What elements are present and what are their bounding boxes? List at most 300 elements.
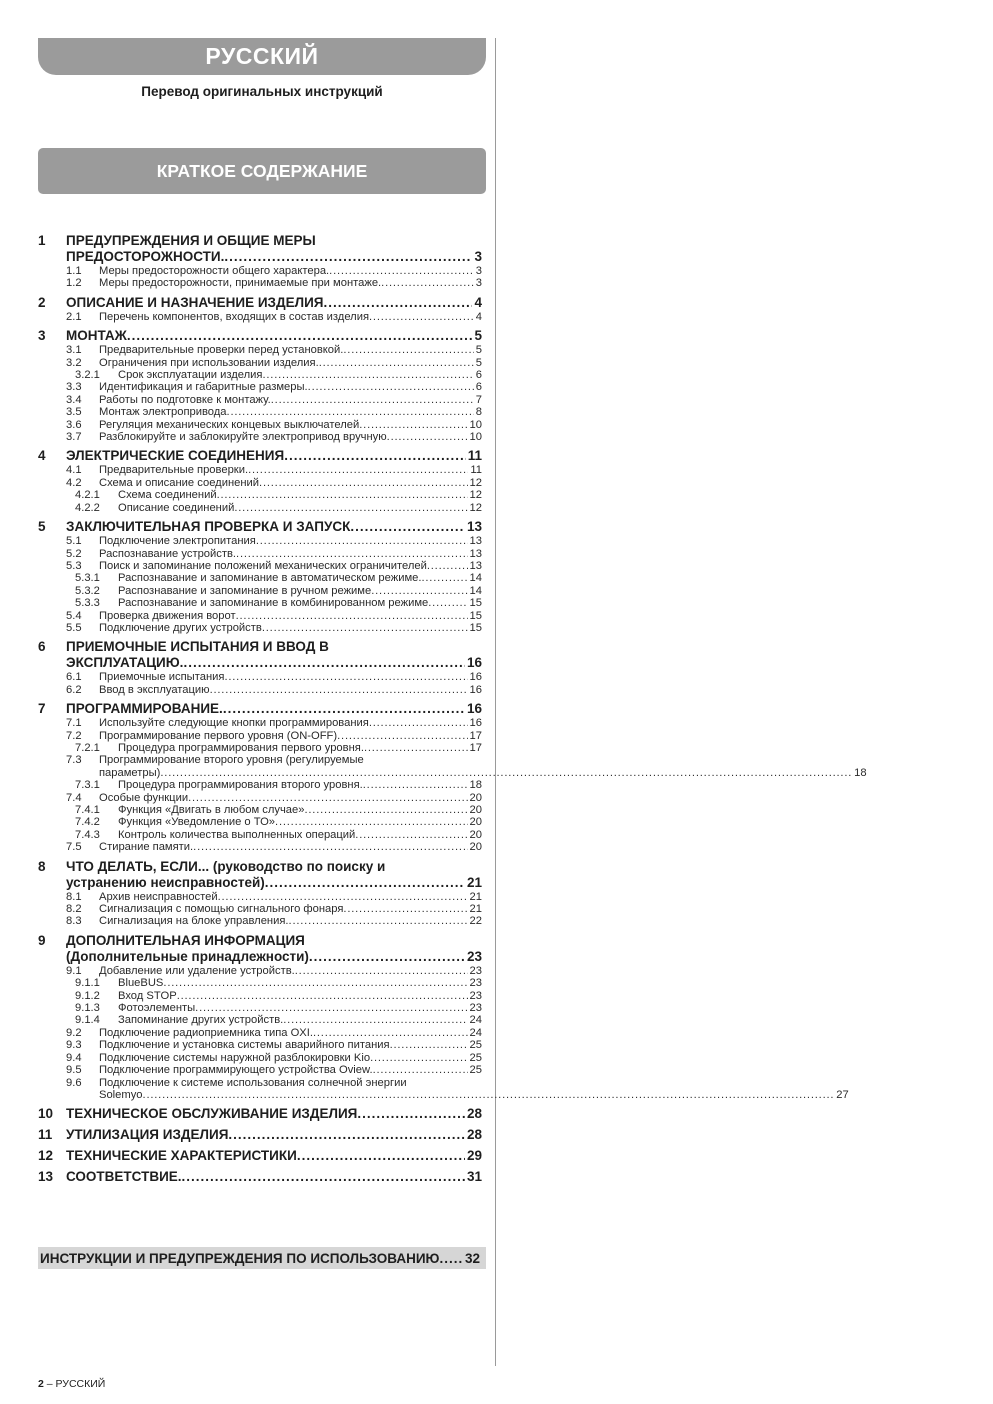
subsection-number: 4.1 (66, 464, 82, 477)
subsection-entry[interactable] (66, 792, 482, 804)
section-page: 16 (466, 701, 482, 717)
dot-leader (337, 730, 467, 742)
subsection-number: 7.2.1 (75, 741, 100, 754)
section-title[interactable] (66, 655, 482, 671)
subsection-title: Работы по подготовке к монтажу. (99, 393, 271, 406)
dot-leader (234, 502, 467, 514)
toc-section (38, 639, 482, 696)
dot-leader (359, 419, 467, 431)
subsection-number: 9.1.2 (75, 989, 100, 1002)
section-number: 12 (38, 1148, 54, 1164)
dot-leader (319, 357, 474, 369)
subsection-number: 3.6 (66, 418, 82, 431)
subsection-number: 3.2 (66, 356, 82, 369)
subsection-number: 5.4 (66, 609, 82, 622)
subsection-entry[interactable] (66, 419, 482, 431)
subsection-entry[interactable] (66, 903, 482, 915)
subsection-number: 9.1.1 (75, 977, 100, 990)
instructions-page: 32 (464, 1250, 480, 1266)
subsection-title: Процедура программирования второго уровня. (118, 779, 363, 792)
subsection-page: 21 (469, 890, 482, 903)
subsection-entry[interactable] (66, 1076, 849, 1102)
section-number: 11 (38, 1127, 53, 1143)
dot-leader (370, 1052, 467, 1064)
subsection-page: 20 (469, 828, 482, 841)
subsection-entry[interactable] (66, 394, 482, 406)
subsection-title: Описание соединений (118, 501, 235, 514)
dot-leader (355, 829, 467, 841)
subsection-title: Распознавание устройств. (99, 547, 237, 560)
subsection-entry[interactable] (75, 779, 482, 791)
subsection-entry[interactable] (66, 684, 482, 696)
subsection-title-block (99, 1077, 849, 1102)
subsection-page: 6 (475, 369, 482, 382)
dot-leader (390, 1039, 468, 1051)
subsection-title: Особые функции (99, 791, 189, 804)
subsection-entry[interactable] (75, 1014, 482, 1026)
subsection-entry[interactable] (66, 535, 482, 547)
subsection-number: 5.3.2 (75, 584, 100, 597)
subsection-entry[interactable] (75, 829, 482, 841)
dot-leader (363, 779, 468, 791)
dot-leader (350, 519, 465, 535)
subsection-entry[interactable] (75, 804, 482, 816)
section-title[interactable] (66, 519, 482, 535)
subsection-entry[interactable] (66, 891, 482, 903)
subsection-number: 7.4.2 (75, 816, 100, 829)
subsection-entry[interactable] (66, 754, 867, 779)
section-title[interactable] (66, 1148, 482, 1164)
subsection-entry[interactable] (66, 671, 482, 683)
subsection-page: 25 (469, 1051, 482, 1064)
subsection-page: 16 (469, 671, 482, 684)
dot-leader (324, 295, 473, 311)
subsection-number: 8.3 (66, 915, 82, 928)
subsection-number: 2.1 (66, 310, 82, 323)
dot-leader (373, 1064, 468, 1076)
section-page: 3 (474, 249, 482, 264)
section-title-text: МОНТАЖ (66, 328, 127, 344)
toc-section (38, 233, 482, 290)
subsection-title: Подключение электропитания (99, 535, 256, 548)
subsection-page: 12 (469, 501, 482, 514)
subsection-entry[interactable] (75, 572, 482, 584)
dot-leader (143, 1089, 835, 1101)
subsection-number: 5.3 (66, 559, 82, 572)
dot-leader (177, 990, 468, 1002)
subsection-title: Поиск и запоминание положений механических ограничителей (99, 559, 427, 572)
dot-leader (275, 816, 468, 828)
toc-banner (38, 148, 486, 194)
dot-leader (218, 891, 468, 903)
subsection-title: Распознавание и запоминание в ручном режиме (118, 584, 372, 597)
subsection-page: 13 (469, 547, 482, 560)
subsection-entry[interactable] (66, 1064, 482, 1076)
subsection-title: Разблокируйте и заблокируйте электропривод вручную (99, 431, 387, 444)
subsection-number: 7.4 (66, 791, 82, 804)
subsection-page: 20 (469, 816, 482, 829)
subsection-number: 9.4 (66, 1051, 82, 1064)
subsection-entry[interactable] (66, 560, 482, 572)
section-page: 13 (466, 519, 482, 535)
section-number: 9 (38, 932, 46, 948)
section-title-text: ПРЕДУПРЕЖДЕНИЯ И ОБЩИЕ МЕРЫ (66, 233, 316, 248)
subsection-number: 1.1 (66, 265, 82, 277)
subsection-number: 8.2 (66, 903, 82, 916)
section-title-text: ЗАКЛЮЧИТЕЛЬНАЯ ПРОВЕРКА И ЗАПУСК (66, 519, 351, 535)
toc-section (38, 1127, 482, 1143)
subsection-title: Регуляция механических концевых выключателей (99, 418, 360, 431)
subsection-entry[interactable] (75, 1002, 482, 1014)
section-page: 28 (466, 1127, 482, 1143)
section-title[interactable] (66, 448, 482, 464)
subsection-number: 9.3 (66, 1039, 82, 1052)
subsection-page: 6 (475, 381, 482, 394)
dot-leader (265, 875, 465, 891)
subsection-entry[interactable] (66, 431, 482, 443)
section-title[interactable] (66, 949, 482, 965)
subsection-page: 20 (469, 804, 482, 816)
footer-page-number: 2 (38, 1378, 44, 1390)
subsection-entry[interactable] (66, 610, 482, 622)
subsection-page: 27 (836, 1088, 849, 1101)
subsection-title: Архив неисправностей (99, 890, 218, 903)
toc-section (38, 1169, 482, 1185)
subsection-entry[interactable] (66, 1039, 482, 1051)
dot-leader (227, 406, 474, 418)
toc-title: КРАТКОЕ СОДЕРЖАНИЕ (156, 160, 368, 181)
section-page: 23 (466, 948, 482, 964)
section-title-text: ЧТО ДЕЛАТЬ, ЕСЛИ... (руководство по поиску и (66, 858, 386, 874)
subsection-title: Распознавание и запоминание в комбинированном режиме (118, 597, 429, 610)
dot-leader (427, 560, 468, 572)
subsection-page: 11 (470, 464, 482, 477)
subsection-entry[interactable] (75, 369, 482, 381)
dot-leader (283, 1014, 467, 1026)
footer-separator: – (43, 1378, 56, 1390)
section-number: 3 (38, 328, 46, 344)
subsection-page: 17 (469, 729, 482, 742)
subsection-number: 7.3 (66, 754, 82, 767)
toc-section (38, 1106, 482, 1122)
section-title-text: ТЕХНИЧЕСКОЕ ОБСЛУЖИВАНИЕ ИЗДЕЛИЯ (66, 1106, 358, 1122)
section-page: 11 (467, 448, 482, 464)
subsection-title: Сигнализация с помощью сигнального фонаря (99, 903, 344, 916)
table-of-contents (38, 233, 867, 1190)
subsection-number: 7.1 (66, 717, 82, 730)
subsection-entry[interactable] (75, 816, 482, 828)
subsection-title: Срок эксплуатации изделия (118, 369, 263, 382)
subsection-entry[interactable] (66, 311, 482, 323)
dot-leader (236, 548, 468, 560)
subsection-number: 4.2 (66, 476, 82, 489)
subsection-number: 6.2 (66, 683, 82, 696)
subsection-number: 9.5 (66, 1064, 82, 1077)
subsection-title: Подключение к системе использования солнечной энергии (99, 1076, 407, 1089)
subsection-entry[interactable] (66, 265, 482, 277)
subsection-page: 24 (469, 1026, 482, 1039)
subsection-page: 4 (475, 310, 482, 323)
subsection-entry[interactable] (66, 915, 482, 927)
subsection-page: 12 (469, 476, 482, 489)
subsection-entry[interactable] (66, 344, 482, 356)
subsection-entry[interactable] (66, 1052, 482, 1064)
subsection-title: Добавление или удаление устройств. (99, 964, 295, 977)
subsection-title: Подключение и установка системы аварийного питания (99, 1039, 390, 1052)
section-page: 21 (466, 874, 482, 890)
subsection-page: 18 (469, 779, 482, 792)
subsection-number: 7.3.1 (75, 779, 100, 792)
dot-leader (309, 949, 465, 965)
subsection-title: Перечень компонентов, входящих в состав изделия (99, 310, 370, 323)
subsection-page: 25 (469, 1064, 482, 1077)
section-page: 29 (466, 1148, 482, 1164)
subsection-entry[interactable] (66, 841, 482, 853)
subsection-number: 3.2.1 (75, 369, 100, 382)
subsection-page: 13 (469, 559, 482, 572)
section-title[interactable] (66, 933, 482, 949)
subsection-page: 17 (469, 741, 482, 754)
section-page: 4 (474, 294, 482, 310)
subsection-number: 9.1 (66, 964, 82, 977)
subsection-page: 18 (854, 766, 867, 779)
subsection-page: 10 (469, 431, 482, 444)
subsection-entry[interactable] (66, 622, 482, 634)
subsection-title: Проверка движения ворот (99, 609, 236, 622)
dot-leader (313, 1027, 468, 1039)
subsection-entry[interactable] (75, 585, 482, 597)
section-title-text: ДОПОЛНИТЕЛЬНАЯ ИНФОРМАЦИЯ (66, 932, 305, 948)
section-title-text: ПРОГРАММИРОВАНИЕ. (66, 701, 223, 717)
section-title[interactable] (66, 249, 482, 265)
subsection-title-block (99, 754, 867, 779)
subsection-entry[interactable] (66, 1027, 482, 1039)
subsection-title: Функция «Уведомление о ТО» (118, 816, 276, 829)
dot-leader (223, 701, 465, 717)
subsection-page: 12 (469, 489, 482, 502)
subsection-title: Используйте следующие кнопки программирования (99, 717, 369, 730)
dot-leader (343, 903, 467, 915)
subsection-entry[interactable] (75, 489, 482, 501)
toc-section (38, 328, 482, 443)
section-title[interactable] (66, 875, 482, 891)
subsection-title: Фотоэлементы (118, 1002, 196, 1015)
subsection-entry[interactable] (75, 742, 482, 754)
subsection-page: 23 (469, 1002, 482, 1015)
section-page: 5 (474, 328, 482, 344)
section-title[interactable] (66, 1106, 482, 1122)
subsection-page: 5 (475, 356, 482, 369)
subsection-page: 15 (469, 597, 482, 610)
subsection-entry[interactable] (66, 965, 482, 977)
subsection-title: Подключение системы наружной разблокировки Kio (99, 1051, 371, 1064)
subsection-title: Схема соединений (118, 489, 217, 502)
section-title[interactable] (66, 1169, 482, 1185)
subsection-page: 15 (469, 621, 482, 634)
toc-section (38, 448, 482, 514)
subsection-number: 7.4.1 (75, 804, 100, 816)
subsection-page: 16 (469, 717, 482, 730)
subsection-page: 3 (475, 265, 482, 277)
section-title-text: УТИЛИЗАЦИЯ ИЗДЕЛИЯ (66, 1127, 229, 1143)
instructions-title: ИНСТРУКЦИИ И ПРЕДУПРЕЖДЕНИЯ ПО ИСПОЛЬЗОВАНИЮ (40, 1250, 440, 1266)
dot-leader (236, 610, 468, 622)
dot-leader (256, 535, 468, 547)
section-title[interactable] (66, 1127, 482, 1143)
section-title-text: ЭЛЕКТРИЧЕСКИЕ СОЕДИНЕНИЯ (66, 448, 285, 464)
subsection-page: 16 (469, 683, 482, 696)
subsection-number: 6.1 (66, 671, 82, 684)
subsection-page: 3 (475, 277, 482, 290)
subsection-number: 5.3.1 (75, 572, 100, 585)
dot-leader (289, 915, 468, 927)
dot-leader (439, 1251, 462, 1266)
subsection-number: 3.3 (66, 381, 82, 394)
dot-leader (217, 489, 468, 501)
subsection-page: 25 (469, 1039, 482, 1052)
footer-language: РУССКИЙ (55, 1378, 106, 1390)
page-footer (38, 1378, 105, 1390)
section-number: 13 (38, 1169, 54, 1185)
subsection-number: 9.6 (66, 1076, 82, 1089)
subsection-title: Контроль количества выполненных операций (118, 828, 356, 841)
dot-leader (163, 977, 467, 989)
section-title[interactable] (66, 639, 482, 655)
section-number: 4 (38, 448, 46, 464)
subsection-page: 22 (469, 915, 482, 928)
section-title-text: ПРИЕМОЧНЫЕ ИСПЫТАНИЯ И ВВОД В (66, 639, 329, 655)
toc-section (38, 859, 482, 928)
subsection-entry[interactable] (75, 502, 482, 514)
subsection-number: 5.3.3 (75, 597, 100, 610)
subsection-title: Ввод в эксплуатацию (99, 683, 210, 696)
subsection-entry[interactable] (66, 381, 482, 393)
dot-leader (364, 742, 468, 754)
subsection-page: 21 (469, 903, 482, 916)
toc-section (38, 295, 482, 323)
subsection-number: 5.1 (66, 535, 82, 548)
dot-leader (259, 477, 468, 489)
subsection-title: Программирование второго уровня (регулируемые (99, 754, 364, 767)
subsection-page: 8 (475, 406, 482, 419)
subsection-number: 9.1.3 (75, 1002, 100, 1015)
subsection-entry[interactable] (75, 977, 482, 989)
dot-leader (369, 311, 474, 323)
subsection-title: Подключение программирующего устройства Oview. (99, 1064, 373, 1077)
subsection-entry[interactable] (66, 464, 482, 476)
subsection-page: 23 (469, 964, 482, 977)
section-title-text: ОПИСАНИЕ И НАЗНАЧЕНИЕ ИЗДЕЛИЯ (66, 294, 324, 310)
subsection-title: Запоминание других устройств. (118, 1014, 284, 1027)
instructions-link[interactable] (38, 1247, 486, 1269)
subsection-entry[interactable] (66, 730, 482, 742)
subsection-title: Сигнализация на блоке управления. (99, 915, 289, 928)
section-title[interactable] (66, 859, 482, 875)
subsection-number: 7.4.3 (75, 828, 100, 841)
section-title[interactable] (66, 328, 482, 344)
subsection-entry[interactable] (75, 990, 482, 1002)
section-number: 5 (38, 519, 46, 535)
dot-leader (262, 622, 468, 634)
language-banner (38, 38, 486, 75)
subsection-title: Монтаж электропривода (99, 406, 227, 419)
toc-section (38, 519, 482, 634)
dot-leader (428, 597, 467, 609)
subsection-page: 10 (469, 418, 482, 431)
subsection-page: 14 (469, 584, 482, 597)
subsection-number: 9.1.4 (75, 1014, 100, 1027)
subsection-title: Схема и описание соединений (99, 476, 260, 489)
subsection-entry[interactable] (66, 277, 482, 289)
section-number: 7 (38, 701, 46, 717)
dot-leader (381, 277, 474, 289)
subsection-page: 15 (469, 609, 482, 622)
dot-leader (228, 1127, 465, 1143)
dot-leader (369, 717, 468, 729)
dot-leader (304, 804, 467, 816)
subsection-title-line (99, 767, 867, 779)
subsection-entry[interactable] (66, 357, 482, 369)
subsection-number: 5.2 (66, 547, 82, 560)
subsection-page: 24 (469, 1014, 482, 1027)
dot-leader (295, 965, 468, 977)
section-title[interactable] (66, 295, 482, 311)
subsection-entry[interactable] (66, 477, 482, 489)
subsection-title: Стирание памяти. (99, 841, 194, 854)
subsection-title: Меры предосторожности, принимаемые при монтаже. (99, 277, 382, 290)
dot-leader (183, 655, 465, 671)
dot-leader (371, 585, 467, 597)
subsection-number: 3.1 (66, 344, 82, 357)
subsection-number: 7.5 (66, 841, 82, 854)
subsection-page: 20 (469, 841, 482, 854)
subsection-entry[interactable] (66, 717, 482, 729)
subsection-page: 13 (469, 535, 482, 548)
subsection-number: 8.1 (66, 890, 82, 903)
subsection-title: Подключение других устройств (99, 621, 262, 634)
subsection-entry[interactable] (66, 548, 482, 560)
subsection-title: Ограничения при использовании изделия. (99, 356, 319, 369)
subsection-title: Предварительные проверки. (99, 464, 249, 477)
subsection-entry[interactable] (66, 406, 482, 418)
section-title-text: СООТВЕТСТВИЕ. (66, 1169, 182, 1185)
subsection-page: 7 (475, 393, 482, 406)
section-title-text: ТЕХНИЧЕСКИЕ ХАРАКТЕРИСТИКИ (66, 1148, 297, 1164)
subsection-title: BlueBUS (118, 977, 164, 990)
subsection-page: 5 (475, 344, 482, 357)
subsection-number: 3.7 (66, 431, 82, 444)
section-number: 6 (38, 639, 46, 655)
dot-leader (329, 265, 474, 277)
subsection-number: 4.2.2 (75, 501, 100, 514)
subsection-title: Вход STOP (118, 989, 177, 1002)
subsection-title: Функция «Двигать в любом случае» (118, 804, 305, 816)
subsection-title: Подключение радиоприемника типа OXI. (99, 1026, 313, 1039)
subsection-page: 23 (469, 989, 482, 1002)
dot-leader (343, 344, 473, 356)
toc-section (38, 1148, 482, 1164)
section-page: 31 (466, 1169, 482, 1185)
subsection-entry[interactable] (75, 597, 482, 609)
dot-leader (160, 767, 852, 779)
subsection-number: 9.2 (66, 1026, 82, 1039)
subsection-title-line (99, 1089, 849, 1101)
section-title[interactable] (66, 701, 482, 717)
dot-leader (193, 841, 467, 853)
section-title[interactable] (66, 233, 482, 249)
subsection-title: Процедура программирования первого уровня. (118, 741, 364, 754)
dot-leader (182, 1169, 465, 1185)
